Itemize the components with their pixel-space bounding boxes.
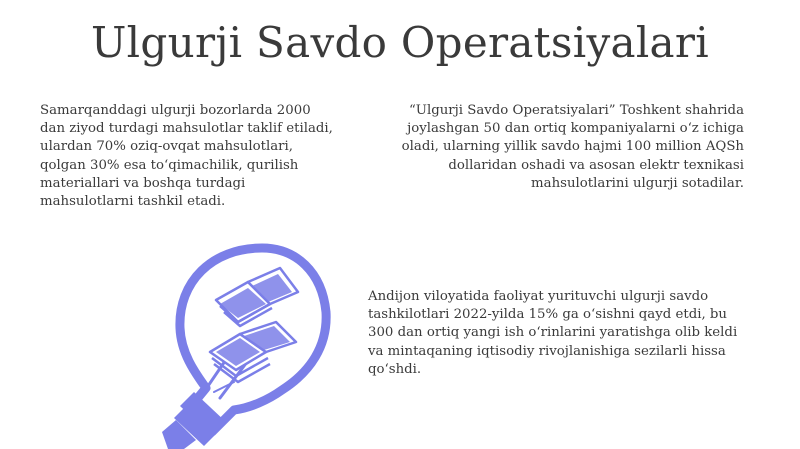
lightbulb-book-icon — [150, 242, 340, 449]
paragraph-andijan: Andijon viloyatida faoliyat yurituvchi ulgurji savdo tashkilotlari 2022-yilda 15% ga o‘sishni qayd etdi, bu 300 dan ortiq yangi ish o‘rinlarini yaratishga olib keldi va mintaqaning iqtisodiy rivojlanishiga sezilarli hissa qo‘shdi. — [368, 289, 738, 377]
paragraph-samarkand: Samarqanddagi ulgurji bozorlarda 2000 dan ziyod turdagi mahsulotlar taklif etiladi, ulardan 70% oziq-ovqat mahsulotlari, qolgan 30% esa to‘qimachilik, qurilish materiallari va boshqa turdagi mahsulotlarni tashkil etadi. — [40, 103, 333, 210]
page-title: Ulgurji Savdo Operatsiyalari — [90, 18, 709, 67]
paragraph-tashkent: “Ulgurji Savdo Operatsiyalari” Toshkent shahrida joylashgan 50 dan ortiq kompaniyalarni o‘z ichiga oladi, ularning yillik savdo hajmi 100 million AQSh dollaridan oshadi va asosan elektr texnikasi mahsulotlarini ulgurji sotadilar. — [401, 103, 744, 191]
